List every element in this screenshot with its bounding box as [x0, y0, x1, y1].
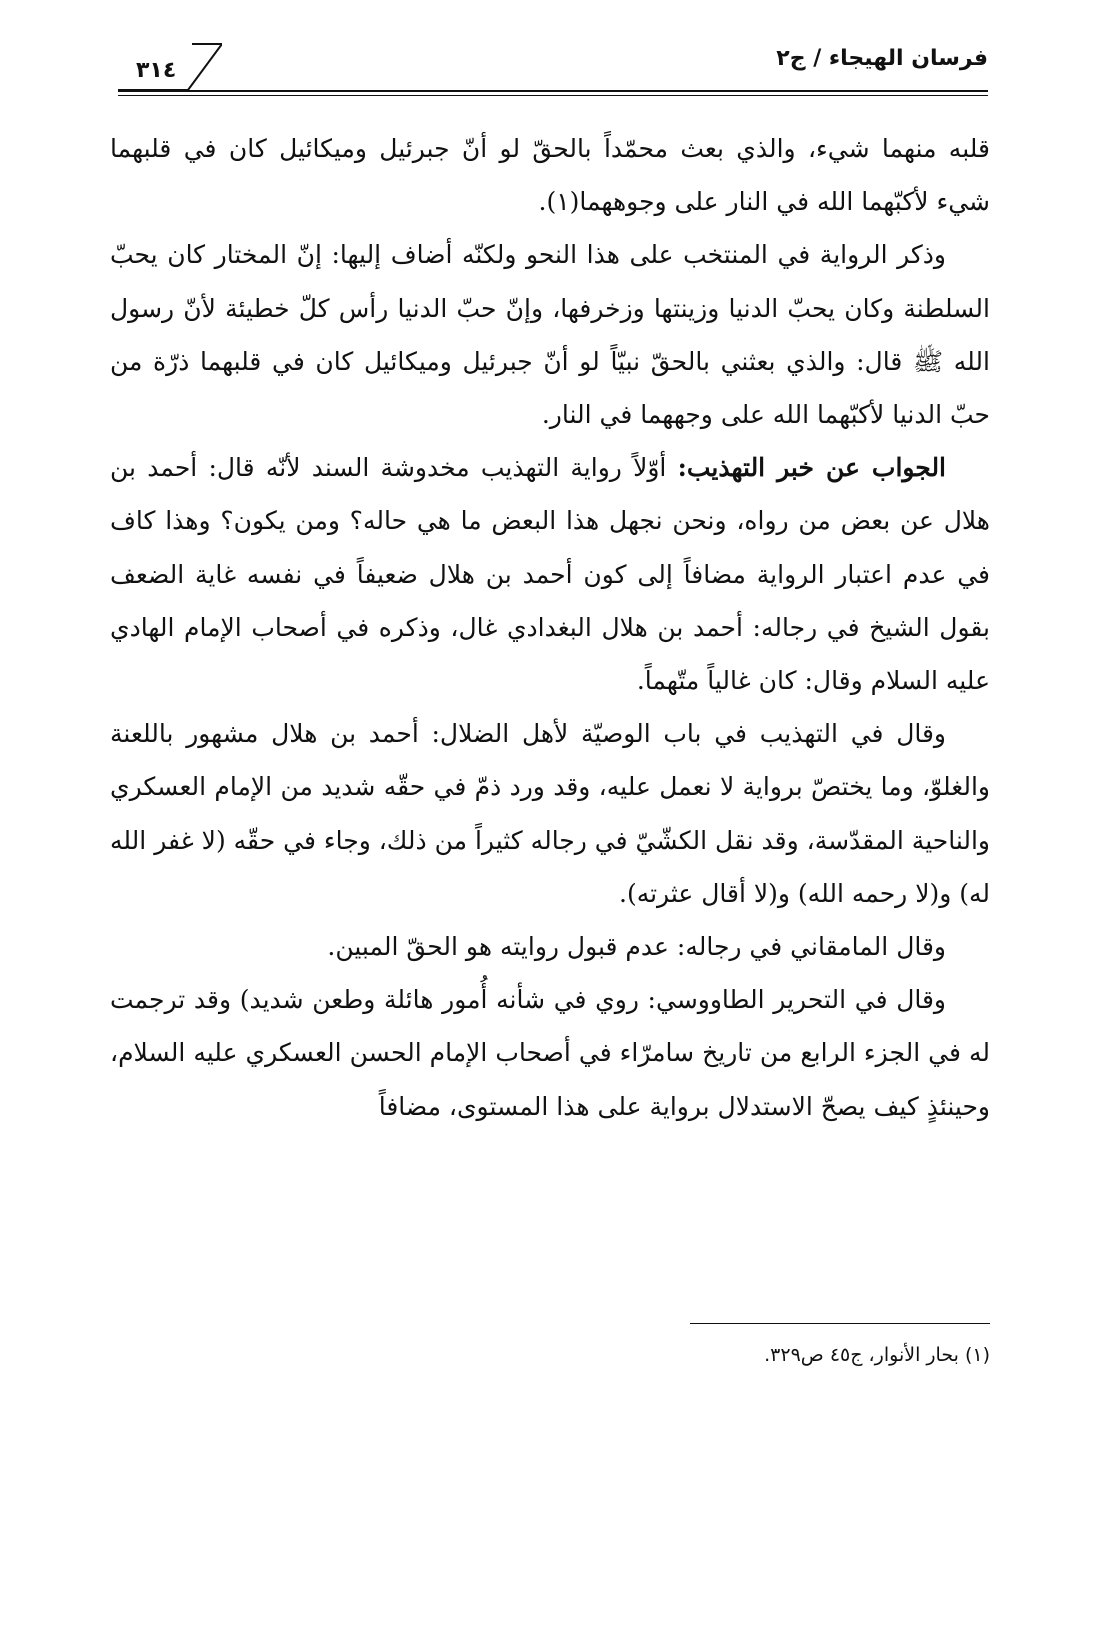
page-number: ٣١٤ — [136, 58, 177, 83]
paragraph-1 — [110, 122, 990, 228]
paragraph-4 — [110, 707, 990, 920]
paragraph-3 — [110, 441, 990, 707]
footnote-item: (١) بحار الأنوار، ج٤٥ ص٣٢٩. — [764, 1344, 990, 1366]
paragraph-6 — [110, 973, 990, 1133]
paragraph-text: وقال في التهذيب في باب الوصيّة لأهل الضلال: أحمد بن هلال مشهور باللعنة والغلوّ، وما يختصّ برواية لا نعمل عليه، وقد ورد ذمّ في حقّه شديد من الإمام العسكري والناحية المقدّسة، وقد نقل الكشّيّ في رجاله كثيراً من ذلك، وجاء في حقّه (لا غفر الله له) و(لا رحمه الله) و(لا أقال عثرته). — [110, 719, 990, 908]
paragraph-2 — [110, 228, 990, 441]
running-header — [118, 40, 988, 96]
header-rule-thin — [118, 95, 988, 96]
paragraph-text: قلبه منهما شيء، والذي بعث محمّداً بالحقّ لو أنّ جبرئيل وميكائيل كان في قلبهما شيء لأكبّهما الله في النار على وجوههما(١). — [110, 134, 990, 217]
header-rule — [118, 90, 988, 92]
running-title: فرسان الهيجاء / ج٢ — [776, 46, 988, 71]
paragraph-text: وقال المامقاني في رجاله: عدم قبول روايته هو الحقّ المبين. — [327, 932, 946, 962]
paragraph-text: أوّلاً رواية التهذيب مخدوشة السند لأنّه قال: أحمد بن هلال عن بعض من رواه، ونحن نجهل هذا البعض ما هي حاله؟ ومن يكون؟ وهذا كاف في عدم اعتبار الرواية مضافاً إلى كون أحمد بن هلال ضعيفاً في نفسه غاية الضعف بقول الشيخ في رجاله: أحمد بن هلال البغدادي غال، وذكره في أصحاب الإمام الهادي عليه السلام وقال: كان غالياً متّهماً. — [110, 453, 990, 696]
footnote — [110, 1340, 990, 1370]
page-number-frame — [118, 40, 222, 90]
footnote-separator — [690, 1323, 990, 1324]
main-text — [110, 122, 990, 1133]
paragraph-5 — [110, 920, 990, 973]
paragraph-text: وقال في التحرير الطاووسي: روي في شأنه أُمور هائلة وطعن شديد) وقد ترجمت له في الجزء الرابع من تاريخ سامرّاء في أصحاب الإمام الحسن العسكري عليه السلام، وحينئذٍ كيف يصحّ الاستدلال برواية على هذا المستوى، مضافاً — [110, 985, 990, 1121]
paragraph-lead: الجواب عن خبر التهذيب: — [677, 453, 947, 483]
paragraph-text: وذكر الرواية في المنتخب على هذا النحو ولكنّه أضاف إليها: إنّ المختار كان يحبّ السلطنة وكان يحبّ الدنيا وزينتها وزخرفها، وإنّ حبّ الدنيا رأس كلّ خطيئة لأنّ رسول الله ﷺ قال: والذي بعثني بالحقّ نبيّاً لو أنّ جبرئيل وميكائيل كان في قلبهما ذرّة من حبّ الدنيا لأكبّهما الله على وجههما في النار. — [110, 240, 990, 430]
